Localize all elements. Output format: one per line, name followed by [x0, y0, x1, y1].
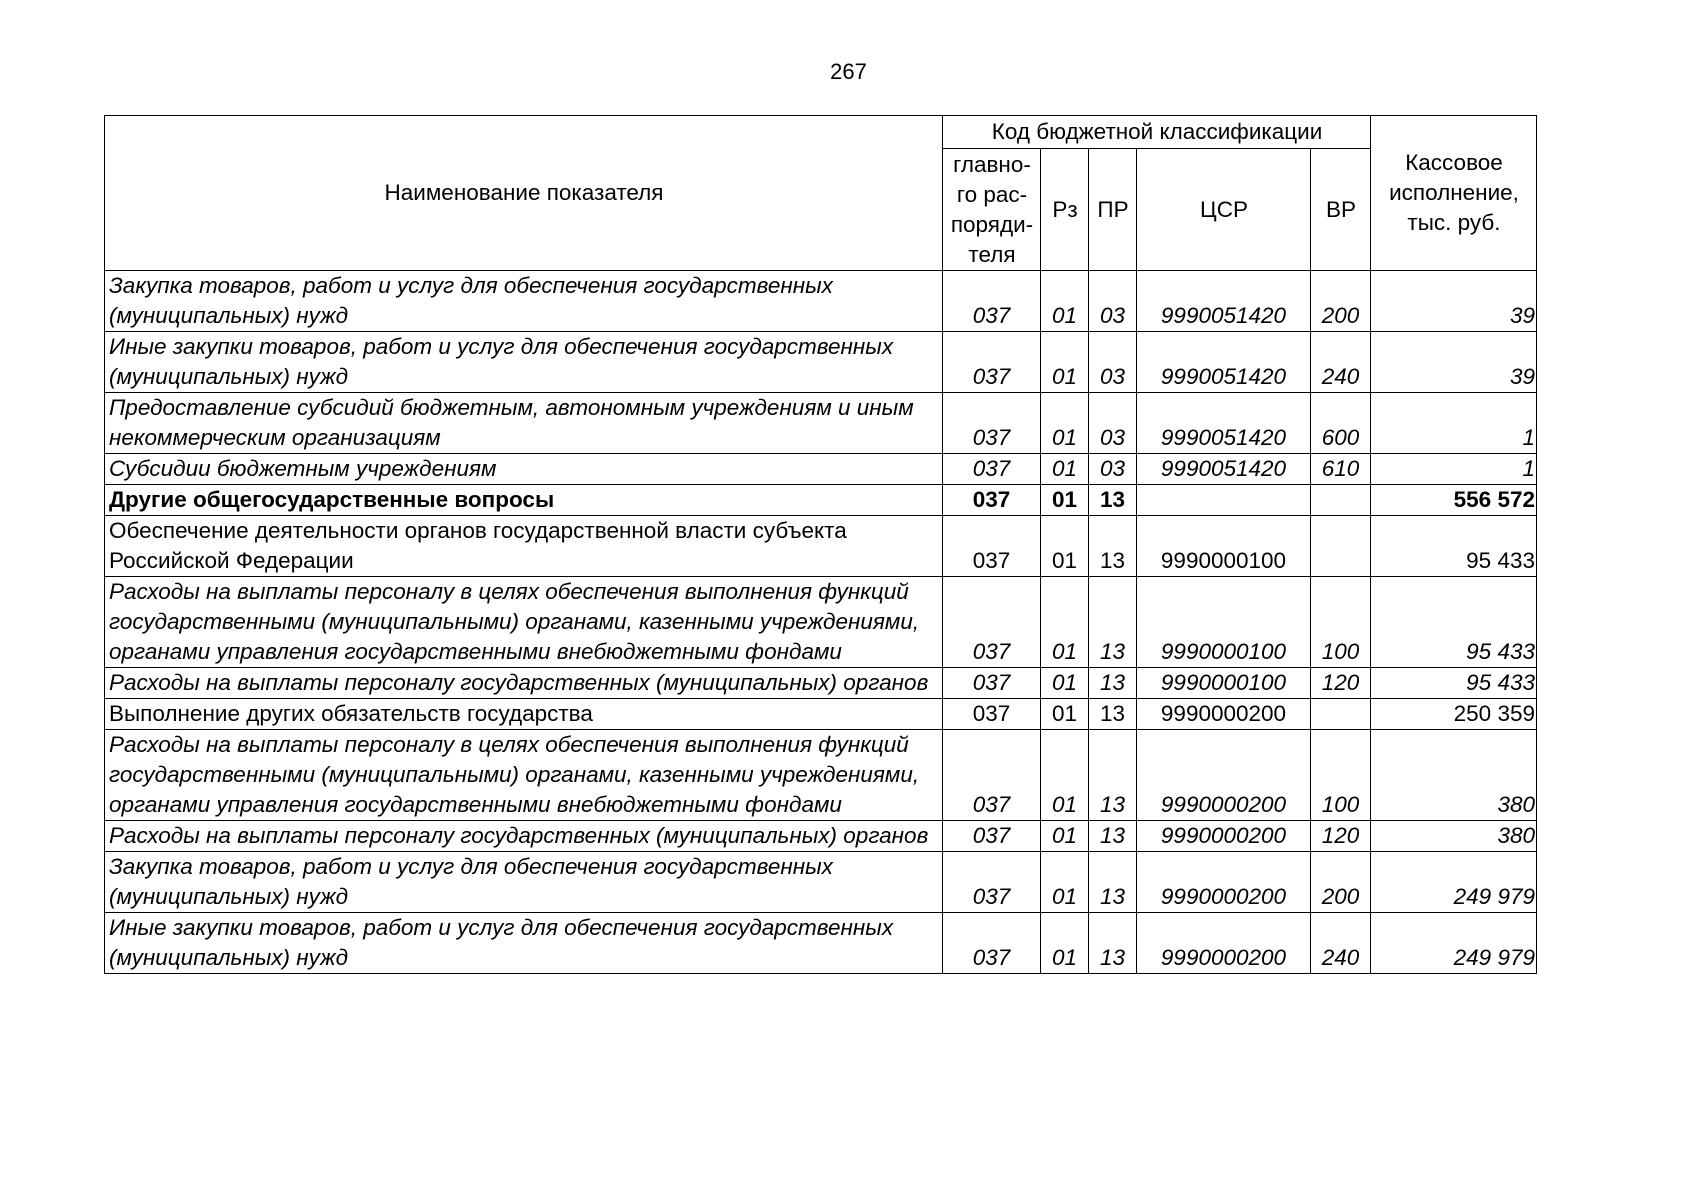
- row-name: Выполнение других обязательств государства: [105, 699, 943, 730]
- row-pr: 03: [1089, 393, 1137, 454]
- row-vr: 120: [1311, 668, 1371, 699]
- row-vr: 120: [1311, 821, 1371, 852]
- header-csr: ЦСР: [1137, 149, 1311, 271]
- row-csr: 9990000200: [1137, 852, 1311, 913]
- table-row: [105, 699, 1537, 730]
- header-name: Наименование показателя: [105, 116, 943, 271]
- row-vr: 610: [1311, 454, 1371, 485]
- table-row: [105, 271, 1537, 332]
- row-rz: 01: [1041, 393, 1089, 454]
- header-glavny-line-2: го рас-: [956, 181, 1028, 207]
- row-rz: 01: [1041, 913, 1089, 974]
- header-amount-line-2: исполнение,: [1389, 180, 1519, 205]
- row-name: Иные закупки товаров, работ и услуг для обеспечения государственных (муниципальных) нужд: [105, 332, 943, 393]
- row-rz: 01: [1041, 485, 1089, 516]
- row-pr: 13: [1089, 668, 1137, 699]
- table-row: [105, 821, 1537, 852]
- row-rz: 01: [1041, 821, 1089, 852]
- row-csr: 9990000200: [1137, 821, 1311, 852]
- row-glavny: 037: [943, 271, 1041, 332]
- row-csr: 9990051420: [1137, 393, 1311, 454]
- row-amount: 556 572: [1371, 485, 1537, 516]
- row-csr: [1137, 485, 1311, 516]
- row-rz: 01: [1041, 730, 1089, 821]
- table-row: [105, 485, 1537, 516]
- row-name: Расходы на выплаты персоналу государственных (муниципальных) органов: [105, 668, 943, 699]
- row-glavny: 037: [943, 454, 1041, 485]
- row-rz: 01: [1041, 668, 1089, 699]
- row-csr: 9990000100: [1137, 668, 1311, 699]
- table-row: [105, 913, 1537, 974]
- row-rz: 01: [1041, 516, 1089, 577]
- row-pr: 13: [1089, 485, 1137, 516]
- row-csr: 9990000100: [1137, 577, 1311, 668]
- row-vr: 200: [1311, 271, 1371, 332]
- row-amount: 95 433: [1371, 577, 1537, 668]
- row-vr: 240: [1311, 913, 1371, 974]
- row-amount: 95 433: [1371, 668, 1537, 699]
- header-rz: Рз: [1041, 149, 1089, 271]
- row-csr: 9990051420: [1137, 454, 1311, 485]
- header-glavny-line-4: теля: [968, 241, 1016, 267]
- row-pr: 13: [1089, 852, 1137, 913]
- row-vr: 600: [1311, 393, 1371, 454]
- row-name: Расходы на выплаты персоналу государственных (муниципальных) органов: [105, 821, 943, 852]
- row-name: Расходы на выплаты персоналу в целях обеспечения выполнения функций государственными (муниципальными) органами, казенными учреждениями, органами управления государственными внебюджетными фондами: [105, 730, 943, 821]
- row-pr: 13: [1089, 913, 1137, 974]
- row-amount: 1: [1371, 454, 1537, 485]
- header-code-group: Код бюджетной классификации: [943, 116, 1371, 149]
- row-name: Закупка товаров, работ и услуг для обеспечения государственных (муниципальных) нужд: [105, 852, 943, 913]
- row-glavny: 037: [943, 668, 1041, 699]
- table-row: [105, 577, 1537, 668]
- row-csr: 9990051420: [1137, 332, 1311, 393]
- row-pr: 13: [1089, 730, 1137, 821]
- table-row: [105, 454, 1537, 485]
- row-pr: 13: [1089, 516, 1137, 577]
- row-amount: 380: [1371, 730, 1537, 821]
- row-amount: 95 433: [1371, 516, 1537, 577]
- header-glavny: [943, 149, 1041, 271]
- row-pr: 13: [1089, 699, 1137, 730]
- row-pr: 03: [1089, 332, 1137, 393]
- row-glavny: 037: [943, 852, 1041, 913]
- row-csr: 9990000200: [1137, 730, 1311, 821]
- row-pr: 13: [1089, 577, 1137, 668]
- row-amount: 380: [1371, 821, 1537, 852]
- row-rz: 01: [1041, 852, 1089, 913]
- row-amount: 250 359: [1371, 699, 1537, 730]
- table-row: [105, 332, 1537, 393]
- row-pr: 03: [1089, 454, 1137, 485]
- row-glavny: 037: [943, 393, 1041, 454]
- row-pr: 03: [1089, 271, 1137, 332]
- row-name: Субсидии бюджетным учреждениям: [105, 454, 943, 485]
- row-rz: 01: [1041, 577, 1089, 668]
- row-glavny: 037: [943, 821, 1041, 852]
- row-amount: 39: [1371, 271, 1537, 332]
- row-glavny: 037: [943, 699, 1041, 730]
- header-glavny-line-3: поряди-: [950, 211, 1034, 237]
- row-vr: 200: [1311, 852, 1371, 913]
- header-glavny-line-1: главно-: [953, 151, 1031, 177]
- row-vr: 240: [1311, 332, 1371, 393]
- row-vr: 100: [1311, 577, 1371, 668]
- row-glavny: 037: [943, 730, 1041, 821]
- row-name: Иные закупки товаров, работ и услуг для обеспечения государственных (муниципальных) нужд: [105, 913, 943, 974]
- row-csr: 9990051420: [1137, 271, 1311, 332]
- row-name: Другие общегосударственные вопросы: [105, 485, 943, 516]
- header-amount: [1371, 116, 1537, 271]
- table-row: [105, 516, 1537, 577]
- row-pr: 13: [1089, 821, 1137, 852]
- row-csr: 9990000200: [1137, 913, 1311, 974]
- page-number: 267: [830, 59, 867, 84]
- row-csr: 9990000100: [1137, 516, 1311, 577]
- header-amount-line-1: Кассовое: [1405, 150, 1503, 175]
- table-row: [105, 852, 1537, 913]
- row-rz: 01: [1041, 699, 1089, 730]
- header-amount-line-3: тыс. руб.: [1407, 210, 1501, 235]
- row-glavny: 037: [943, 332, 1041, 393]
- table-body: [105, 271, 1537, 974]
- row-glavny: 037: [943, 913, 1041, 974]
- row-glavny: 037: [943, 516, 1041, 577]
- row-amount: 1: [1371, 393, 1537, 454]
- row-glavny: 037: [943, 577, 1041, 668]
- row-name: Закупка товаров, работ и услуг для обеспечения государственных (муниципальных) нужд: [105, 271, 943, 332]
- row-vr: 100: [1311, 730, 1371, 821]
- row-rz: 01: [1041, 271, 1089, 332]
- row-amount: 39: [1371, 332, 1537, 393]
- row-name: Расходы на выплаты персоналу в целях обеспечения выполнения функций государственными (муниципальными) органами, казенными учреждениями, органами управления государственными внебюджетными фондами: [105, 577, 943, 668]
- row-vr: [1311, 699, 1371, 730]
- table-row: [105, 393, 1537, 454]
- row-csr: 9990000200: [1137, 699, 1311, 730]
- budget-table: [104, 115, 1537, 974]
- row-vr: [1311, 485, 1371, 516]
- table-header: [105, 116, 1537, 271]
- row-amount: 249 979: [1371, 913, 1537, 974]
- row-rz: 01: [1041, 454, 1089, 485]
- row-glavny: 037: [943, 485, 1041, 516]
- row-rz: 01: [1041, 332, 1089, 393]
- row-amount: 249 979: [1371, 852, 1537, 913]
- row-name: Предоставление субсидий бюджетным, автономным учреждениям и иным некоммерческим организациям: [105, 393, 943, 454]
- header-vr: ВР: [1311, 149, 1371, 271]
- table-row: [105, 730, 1537, 821]
- row-name: Обеспечение деятельности органов государственной власти субъекта Российской Федерации: [105, 516, 943, 577]
- header-pr: ПР: [1089, 149, 1137, 271]
- row-vr: [1311, 516, 1371, 577]
- table-row: [105, 668, 1537, 699]
